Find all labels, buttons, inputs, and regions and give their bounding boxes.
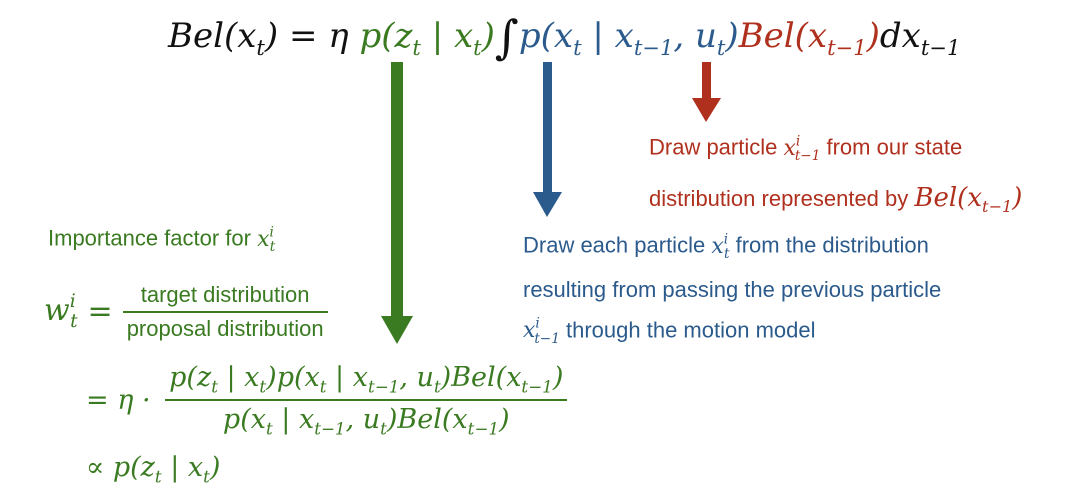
fraction-numerator: target distribution bbox=[140, 282, 310, 307]
weight-proportional: ∝ $p(z_t$ | $x_t$) bbox=[86, 452, 221, 487]
distribution-fraction bbox=[123, 282, 328, 342]
expansion-denominator: $p(x_t$ | $x_{t-1}$, $u_t)Bel(x_{t-1})$ bbox=[222, 403, 510, 439]
red-annotation bbox=[649, 120, 1022, 228]
weight-symbol: $w^i_t$ bbox=[44, 291, 78, 333]
blue-annotation-line1: Draw each particle $x^i_t$ from the distribution bbox=[523, 231, 929, 262]
eta-dot: = η · bbox=[86, 384, 151, 416]
expansion-fraction bbox=[165, 362, 567, 438]
blue-annotation-line3: $x^i_{t-1}$ through the motion model bbox=[523, 315, 816, 347]
blue-annotation bbox=[523, 222, 941, 357]
particle-prev-symbol: $x^i_{t-1}$ bbox=[783, 133, 821, 164]
blue-annotation-line2: resulting from passing the previous particle bbox=[523, 276, 942, 302]
blue-arrow bbox=[533, 62, 562, 217]
integral-sign: ∫ bbox=[494, 10, 519, 64]
red-arrow bbox=[692, 62, 721, 122]
motion-model-term: $p(x_t$ | $x_{t-1}$, $u_t$) bbox=[518, 16, 739, 60]
differential: $dx_{t-1}$ bbox=[879, 16, 961, 60]
weight-definition bbox=[44, 282, 328, 342]
particle-current-symbol-green: $x^i_t$ bbox=[257, 224, 276, 255]
importance-factor-title: Importance factor for $x^i_t$ bbox=[48, 224, 276, 255]
belief-lhs: $Bel(x_t) = \eta$ bbox=[168, 16, 349, 60]
equals-sign: = bbox=[87, 294, 113, 330]
prior-belief-term: $Bel(x_{t-1})$ bbox=[738, 16, 880, 60]
observation-term: $p(z_t$ | $x_t$) bbox=[359, 16, 495, 60]
red-annotation-line2: distribution represented by $Bel(x_{t-1})$ bbox=[649, 182, 1023, 217]
weight-expansion bbox=[86, 362, 567, 438]
fraction-denominator: proposal distribution bbox=[126, 315, 324, 341]
green-arrow bbox=[381, 62, 413, 344]
expansion-numerator: $p(z_t$ | $x_t)p(x_t$ | $x_{t-1}$, $u_t)Bel(x_{t-1})$ bbox=[169, 362, 564, 397]
particle-prev-symbol-blue: $x^i_{t-1}$ bbox=[523, 315, 560, 347]
bel-prev-symbol: $Bel(x_{t-1})$ bbox=[914, 182, 1023, 217]
red-annotation-line1: Draw particle $x^i_{t-1}$ from our state bbox=[649, 133, 963, 164]
particle-current-symbol: $x^i_t$ bbox=[711, 231, 730, 262]
